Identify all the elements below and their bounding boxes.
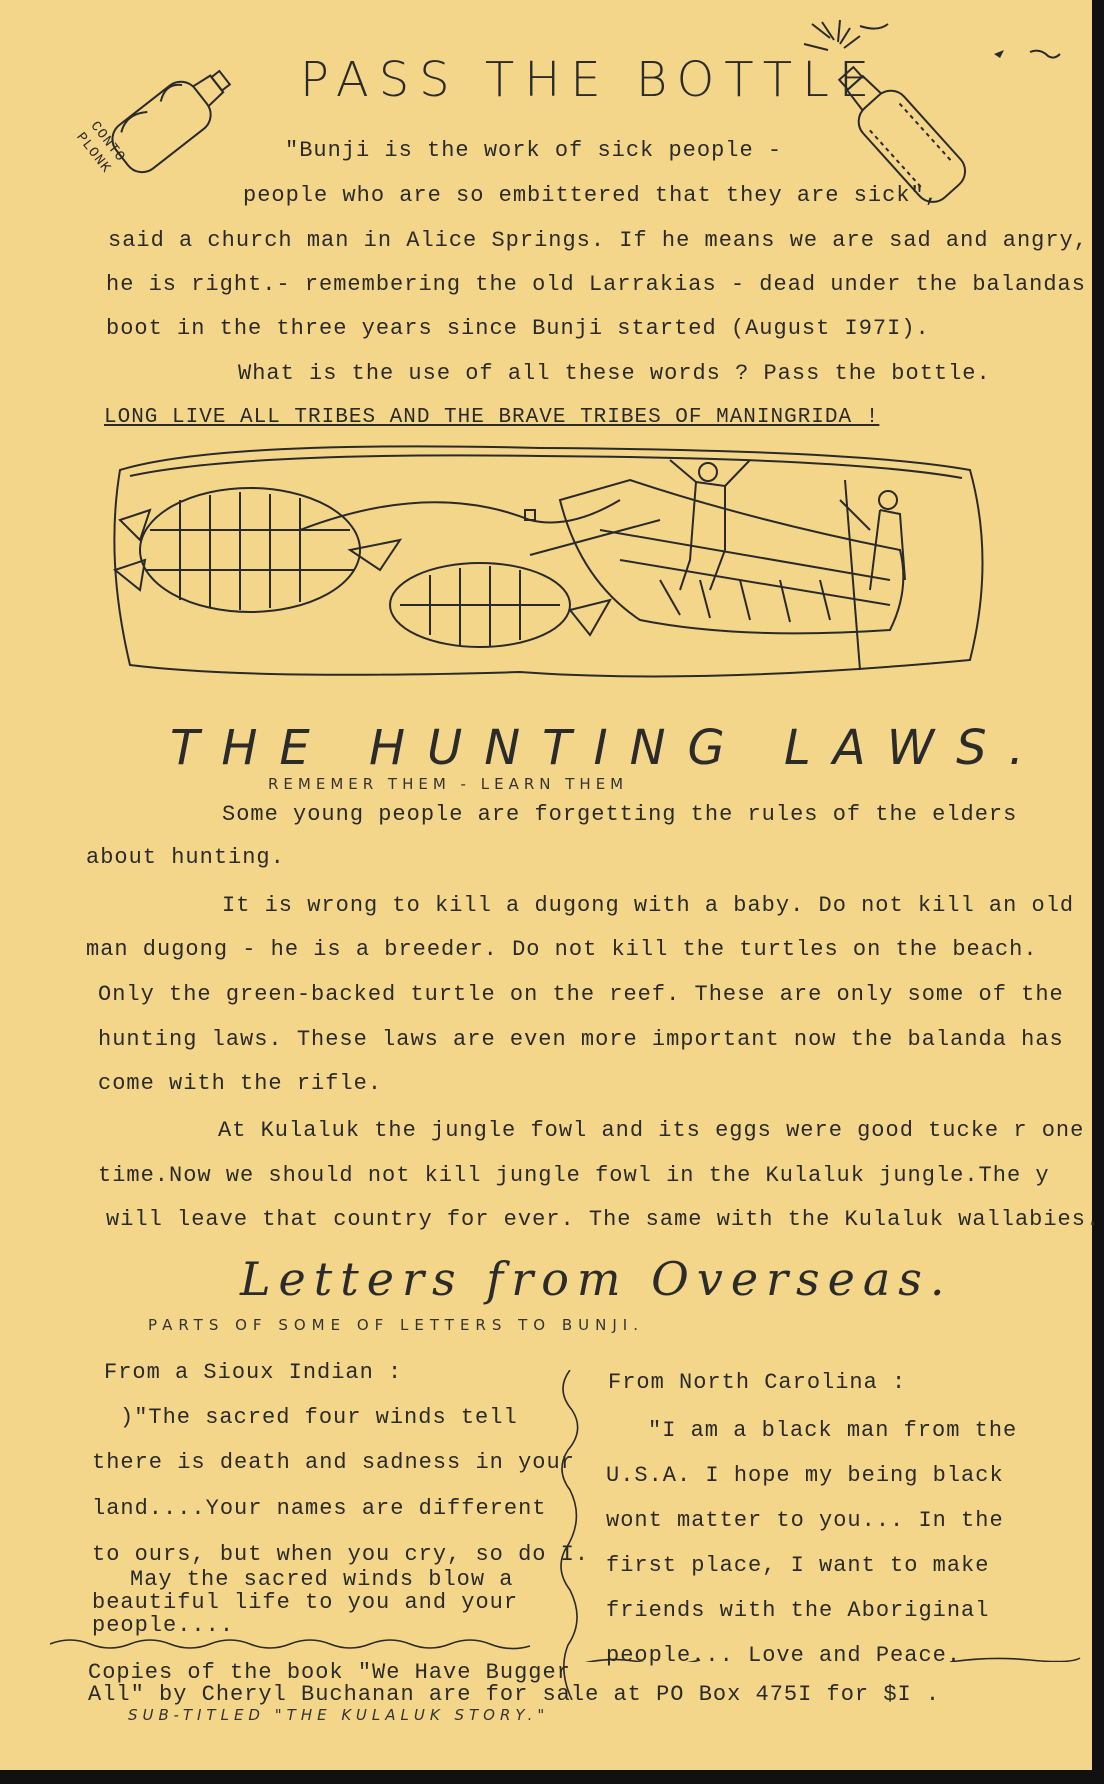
hunting-p2-line1: It is wrong to kill a dugong with a baby. Do not kill an old — [222, 893, 1075, 918]
hunting-illustration — [100, 440, 990, 690]
hunting-p1-line1: Some young people are forgetting the rules of the elders — [222, 802, 1018, 827]
bottle-label-left: CONTO PLONK — [72, 118, 129, 177]
scan-edge-right — [1092, 0, 1104, 1784]
page-title: PASS THE BOTTLE — [300, 52, 880, 108]
hunting-p2-line4: hunting laws. These laws are even more important now the balanda has — [98, 1027, 1064, 1052]
hunting-p1-line2: about hunting. — [86, 845, 285, 870]
hunting-p2-line5: come with the rifle. — [98, 1071, 383, 1096]
letter-left-heading: From a Sioux Indian : — [104, 1360, 403, 1385]
intro-line-1: "Bunji is the work of sick people - — [285, 138, 783, 163]
letter-left-line-2: there is death and sadness in your — [92, 1450, 575, 1475]
letter-right-heading: From North Carolina : — [608, 1370, 907, 1395]
intro-line-3: said a church man in Alice Springs. If he means we are sad and angry, — [108, 228, 1088, 253]
wavy-separator — [50, 1632, 1090, 1662]
corner-marks — [990, 40, 1070, 70]
letter-right-line-4: first place, I want to make — [606, 1553, 990, 1578]
letter-right-line-2: U.S.A. I hope my being black — [606, 1463, 1004, 1488]
hunting-p2-line2: man dugong - he is a breeder. Do not kill the turtles on the beach. — [86, 937, 1038, 962]
letter-left-line-1: )"The sacred four winds tell — [120, 1405, 518, 1430]
hunting-subtitle: REMEMER THEM - LEARN THEM — [268, 775, 629, 793]
letters-subtitle: PARTS OF SOME OF LETTERS TO BUNJI. — [148, 1316, 644, 1334]
footer-line-2: All" by Cheryl Buchanan are for sale at PO Box 475I for $I . — [88, 1682, 941, 1707]
letter-left-line-4: to ours, but when you cry, so do I. — [92, 1542, 590, 1567]
letter-left-line-5: May the sacred winds blow a — [130, 1567, 514, 1592]
letter-right-line-6: people... Love and Peace. — [606, 1643, 962, 1668]
hunting-title: THE HUNTING LAWS. — [170, 720, 1046, 776]
footer-line-3: SUB-TITLED "THE KULALUK STORY." — [128, 1706, 550, 1724]
letter-right-line-5: friends with the Aboriginal — [606, 1598, 990, 1623]
hunting-p3-line2: time.Now we should not kill jungle fowl in the Kulaluk jungle.The y — [98, 1163, 1050, 1188]
scan-edge-bottom — [0, 1770, 1104, 1784]
letter-right-line-1: "I am a black man from the — [648, 1418, 1018, 1443]
letter-left-line-7: people.... — [92, 1613, 235, 1638]
intro-line-6: What is the use of all these words ? Pass the bottle. — [238, 361, 991, 386]
intro-line-5: boot in the three years since Bunji started (August I97I). — [106, 316, 930, 341]
intro-slogan: LONG LIVE ALL TRIBES AND THE BRAVE TRIBES OF MANINGRIDA ! — [104, 406, 880, 429]
intro-line-2: people who are so embittered that they are sick", — [243, 183, 939, 208]
hunting-p3-line1: At Kulaluk the jungle fowl and its eggs were good tucke r one — [218, 1118, 1085, 1143]
letters-title: Letters from Overseas. — [240, 1252, 953, 1306]
letter-left-line-6: beautiful life to you and your — [92, 1590, 519, 1615]
intro-line-4: he is right.- remembering the old Larrakias - dead under the balandas — [106, 272, 1086, 297]
footer-line-1: Copies of the book "We Have Bugger — [88, 1660, 571, 1685]
letter-left-line-3: land....Your names are different — [92, 1496, 547, 1521]
letter-right-line-3: wont matter to you... In the — [606, 1508, 1004, 1533]
hunting-p3-line3: will leave that country for ever. The same with the Kulaluk wallabies. — [106, 1207, 1101, 1232]
hunting-p2-line3: Only the green-backed turtle on the reef. These are only some of the — [98, 982, 1064, 1007]
